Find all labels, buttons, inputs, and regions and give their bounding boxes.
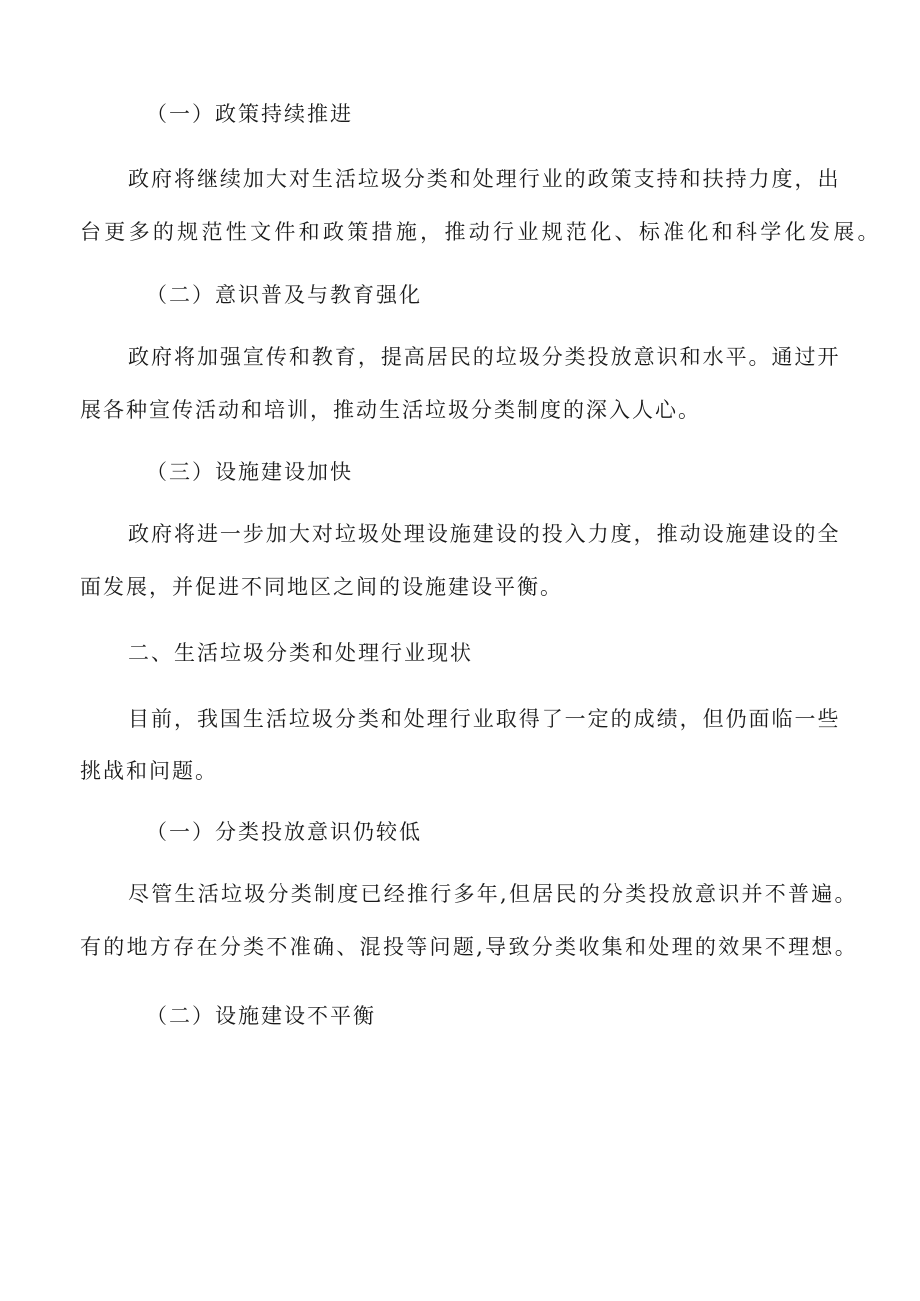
section-heading-low-awareness: （一）分类投放意识仍较低 [146,820,422,844]
paragraph-line: 挑战和问题。 [80,759,218,783]
paragraph-line: 有的地方存在分类不准确、混投等问题,导致分类收集和处理的效果不理想。 [80,935,856,959]
paragraph-line: 展各种宣传活动和培训，推动生活垃圾分类制度的深入人心。 [80,398,701,422]
section-heading-imbalance: （二）设施建设不平衡 [146,1004,376,1028]
section-heading-awareness: （二）意识普及与教育强化 [146,283,422,307]
section-heading-facilities: （三）设施建设加快 [146,460,353,484]
chapter-heading-status: 二、生活垃圾分类和处理行业现状 [128,641,473,665]
paragraph-line: 面发展，并促进不同地区之间的设施建设平衡。 [80,575,563,599]
paragraph-line: 政府将进一步加大对垃圾处理设施建设的投入力度，推动设施建设的全 [128,522,840,546]
paragraph-line: 尽管生活垃圾分类制度已经推行多年,但居民的分类投放意识并不普遍。 [128,882,856,906]
paragraph-line: 政府将加强宣传和教育，提高居民的垃圾分类投放意识和水平。通过开 [128,345,840,369]
paragraph-line: 台更多的规范性文件和政策措施，推动行业规范化、标准化和科学化发展。 [80,220,880,244]
section-heading-policy: （一）政策持续推进 [146,102,353,126]
paragraph-line: 政府将继续加大对生活垃圾分类和处理行业的政策支持和扶持力度，出 [128,167,840,191]
paragraph-line: 目前，我国生活垃圾分类和处理行业取得了一定的成绩，但仍面临一些 [128,707,840,731]
